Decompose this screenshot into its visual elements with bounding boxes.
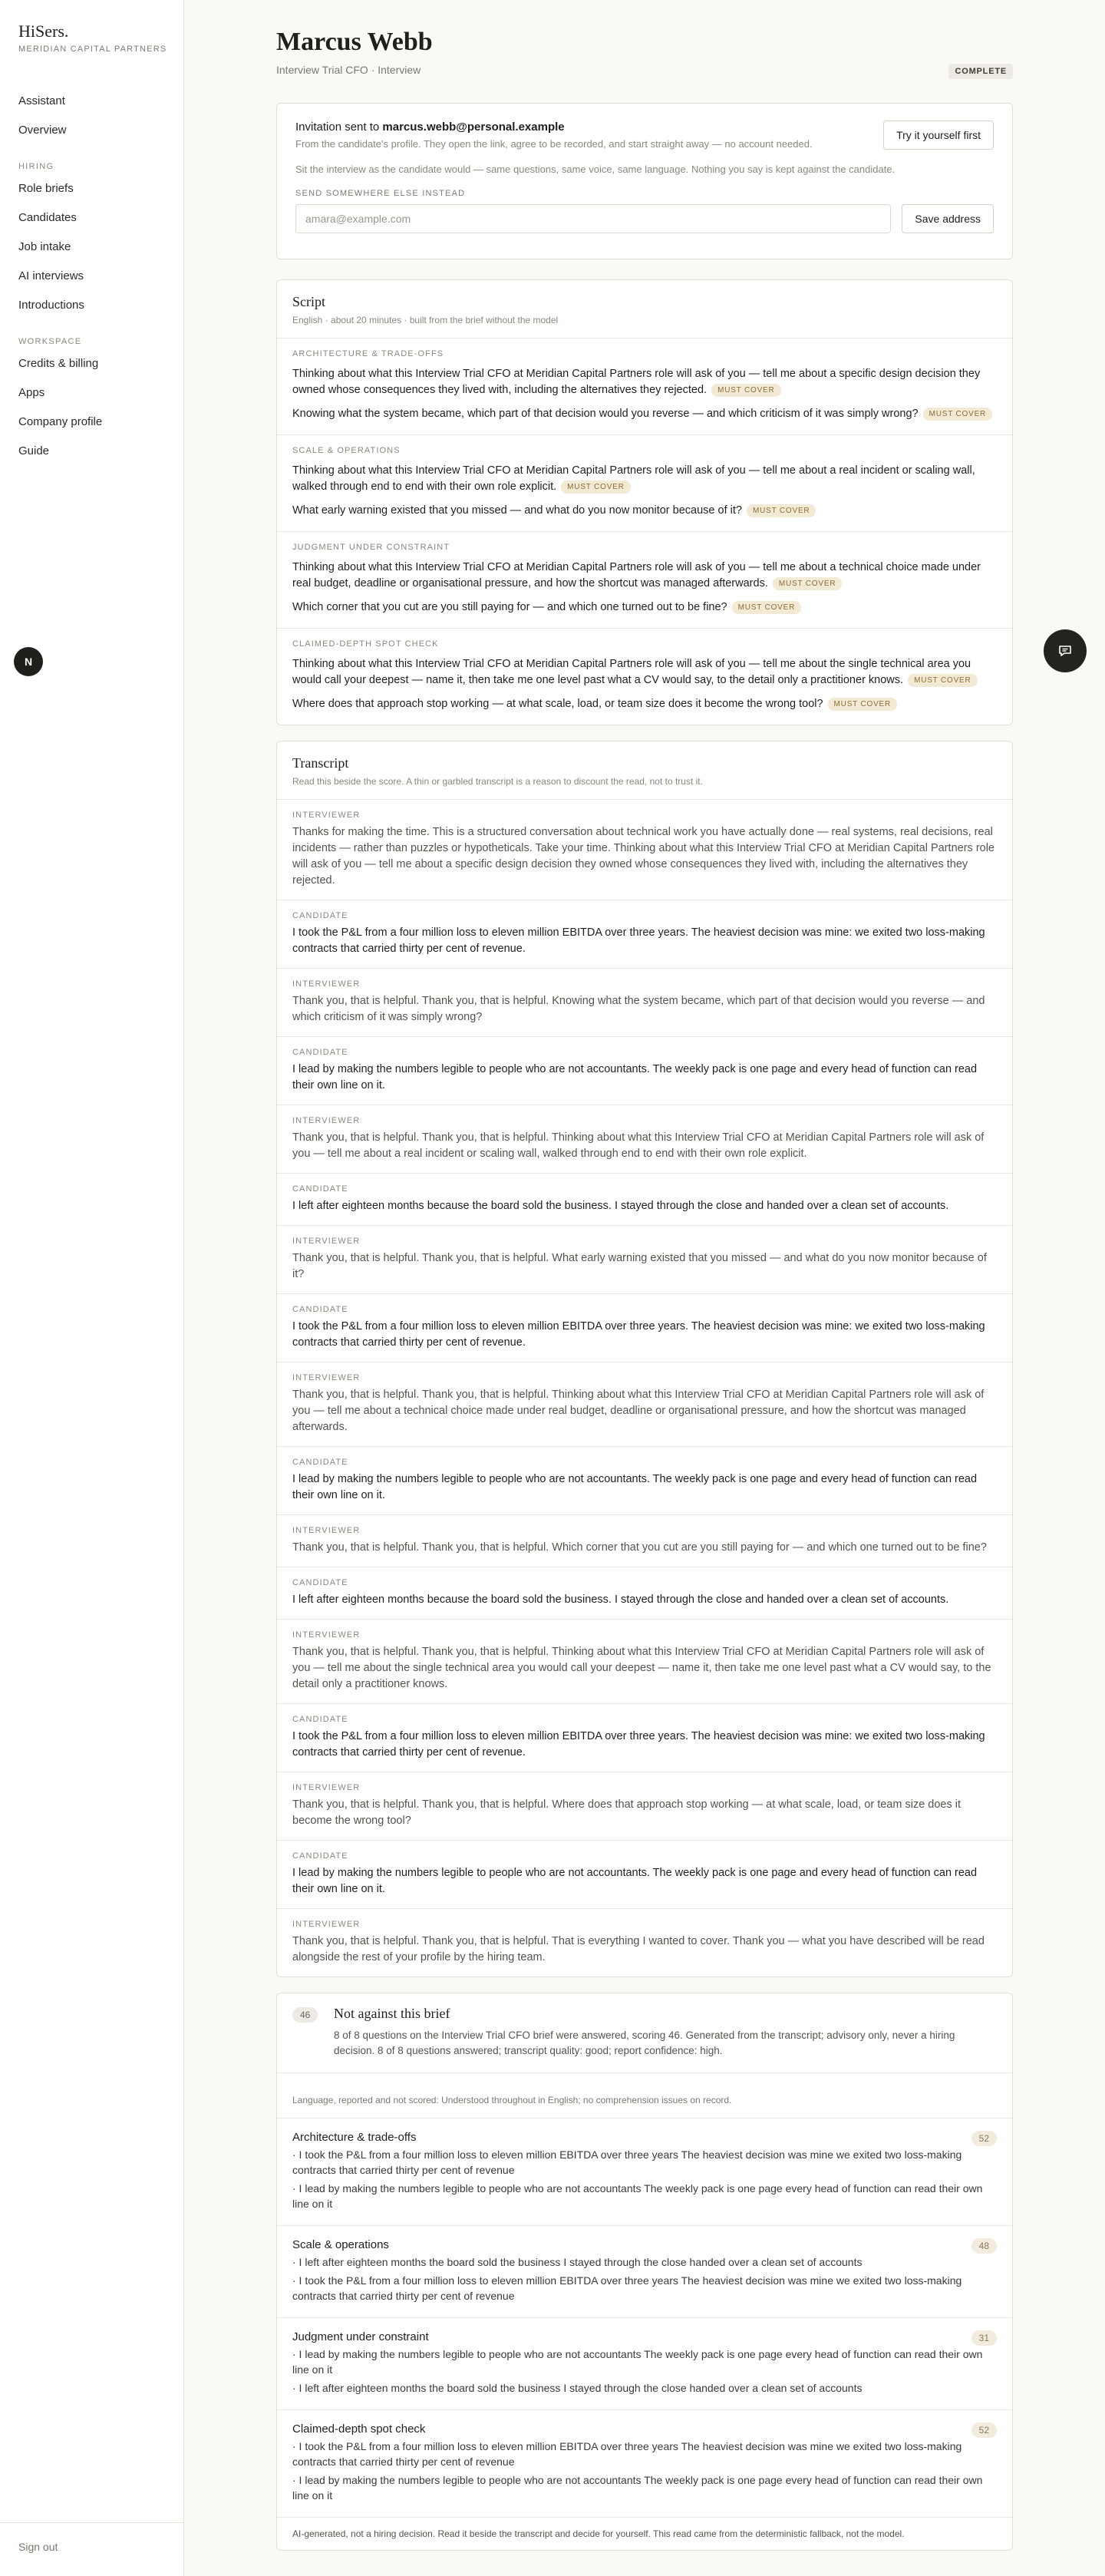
script-header bbox=[277, 280, 1012, 339]
evidence-line: · I lead by making the numbers legible to people who are not accountants The weekly pack is one page every head of function can read their own line on it bbox=[292, 2474, 983, 2502]
sidebar-item-introductions[interactable]: Introductions bbox=[18, 299, 84, 312]
must-cover-badge: MUST COVER bbox=[732, 601, 802, 614]
utterance-text: Thank you, that is helpful. Thank you, that is helpful. What early warning existed that you missed — and what do you now monitor because of it? bbox=[292, 1252, 987, 1280]
utterance-text: I lead by making the numbers legible to people who are not accountants. The weekly pack is one page and every head of function can read their own line on it. bbox=[292, 1473, 978, 1501]
sidebar-section-hiring: HIRING bbox=[18, 162, 54, 171]
utterance-text: I lead by making the numbers legible to people who are not accountants. The weekly pack is one page and every head of function can read their own line on it. bbox=[292, 1063, 978, 1091]
speaker-label: CANDIDATE bbox=[292, 1048, 348, 1057]
speaker-label: INTERVIEWER bbox=[292, 1783, 361, 1792]
speaker-label: INTERVIEWER bbox=[292, 1920, 361, 1929]
transcript-turn bbox=[277, 1174, 1012, 1226]
utterance-text: Thank you, that is helpful. Thank you, that is helpful. That is everything I wanted to cover. Thank you — what you have described will be read alongside the rest of your profile by the hiring team. bbox=[292, 1935, 985, 1963]
transcript-turn bbox=[277, 969, 1012, 1037]
sidebar-item-guide[interactable]: Guide bbox=[18, 444, 50, 457]
speaker-label: INTERVIEWER bbox=[292, 1116, 361, 1125]
utterance-text: I took the P&L from a four million loss to eleven million EBITDA over three years. The heaviest decision was mine: we exited two loss-making contracts that carried thirty per cent of revenue. bbox=[292, 926, 985, 955]
script-question bbox=[292, 656, 997, 689]
sidebar-item-credits-billing[interactable]: Credits & billing bbox=[18, 357, 99, 370]
invitation-prefix: Invitation sent to bbox=[295, 121, 383, 134]
page-subtitle: Interview Trial CFO · Interview bbox=[276, 64, 421, 76]
transcript-turn bbox=[277, 1105, 1012, 1174]
script-card bbox=[276, 279, 1013, 725]
save-address-button[interactable]: Save address bbox=[902, 204, 994, 233]
send-elsewhere-label: SEND SOMEWHERE ELSE INSTEAD bbox=[295, 189, 466, 198]
overall-score-badge: 46 bbox=[292, 2007, 318, 2023]
report-header bbox=[277, 1993, 1012, 2073]
question-text: What early warning existed that you missed — and what do you now monitor because of it? bbox=[292, 504, 742, 517]
invitation-note: From the candidate's profile. They open the link, agree to be recorded, and start straight away — no account needed. bbox=[295, 138, 813, 150]
evidence-line: · I left after eighteen months the board sold the business I stayed through the close handed over a clean set of accounts bbox=[292, 2256, 863, 2268]
script-section bbox=[277, 629, 1012, 725]
utterance-text: I took the P&L from a four million loss to eleven million EBITDA over three years. The heaviest decision was mine: we exited two loss-making contracts that carried thirty per cent of revenue. bbox=[292, 1730, 985, 1759]
evidence-line: · I lead by making the numbers legible to people who are not accountants The weekly pack is one page every head of function can read their own line on it bbox=[292, 2348, 983, 2376]
transcript-turn bbox=[277, 1841, 1012, 1909]
evidence-line: · I took the P&L from a four million loss to eleven million EBITDA over three years The heaviest decision was mine we exited two loss-making contracts that carried thirty per cent of revenue bbox=[292, 2440, 962, 2468]
transcript-turn bbox=[277, 1515, 1012, 1567]
sidebar-item-candidates[interactable]: Candidates bbox=[18, 211, 77, 224]
sidebar-divider bbox=[0, 2522, 184, 2523]
transcript-turn bbox=[277, 1620, 1012, 1704]
dimension-score-badge: 52 bbox=[971, 2422, 997, 2438]
speaker-label: INTERVIEWER bbox=[292, 1373, 361, 1382]
language-note: Language, reported and not scored: Understood throughout in English; no comprehension issues on record. bbox=[277, 2073, 1012, 2119]
try-yourself-button[interactable]: Try it yourself first bbox=[883, 121, 994, 150]
script-subtitle: English · about 20 minutes · built from the brief without the model bbox=[292, 315, 559, 325]
speaker-label: CANDIDATE bbox=[292, 1184, 348, 1194]
speaker-label: CANDIDATE bbox=[292, 1578, 348, 1587]
dimension-score-badge: 52 bbox=[971, 2131, 997, 2146]
transcript-turns bbox=[277, 800, 1012, 1977]
user-avatar[interactable]: N bbox=[14, 647, 43, 676]
dimension-item bbox=[277, 2226, 1012, 2318]
script-question bbox=[292, 463, 997, 495]
speaker-label: INTERVIEWER bbox=[292, 1526, 361, 1535]
script-question bbox=[292, 366, 997, 398]
utterance-text: I took the P&L from a four million loss to eleven million EBITDA over three years. The heaviest decision was mine: we exited two loss-making contracts that carried thirty per cent of revenue. bbox=[292, 1320, 985, 1349]
speaker-label: CANDIDATE bbox=[292, 1458, 348, 1467]
sidebar bbox=[0, 0, 184, 2576]
utterance-text: Thank you, that is helpful. Thank you, that is helpful. Which corner that you cut are you still paying for — and which one turned out to be fine? bbox=[292, 1541, 987, 1554]
report-title: Not against this brief bbox=[334, 2006, 450, 2021]
question-text: Thinking about what this Interview Trial CFO at Meridian Capital Partners role will ask of you — tell me about the single technical area you would call your deepest — name it, then take me one level past what a CV would say, to the detail only a practitioner knows. bbox=[292, 658, 971, 686]
transcript-turn bbox=[277, 1704, 1012, 1772]
script-question bbox=[292, 696, 997, 712]
question-text: Thinking about what this Interview Trial CFO at Meridian Capital Partners role will ask of you — tell me about a technical choice made under real budget, deadline or organisational pressure, and how the shortcut was managed afterwards. bbox=[292, 561, 981, 590]
must-cover-badge: MUST COVER bbox=[773, 577, 843, 590]
transcript-header bbox=[277, 741, 1012, 800]
sidebar-item-assistant[interactable]: Assistant bbox=[18, 94, 65, 107]
must-cover-badge: MUST COVER bbox=[908, 674, 978, 687]
transcript-subtitle: Read this beside the score. A thin or garbled transcript is a reason to discount the read, not to trust it. bbox=[292, 776, 703, 787]
transcript-turn bbox=[277, 900, 1012, 969]
script-question bbox=[292, 503, 997, 519]
sidebar-item-overview[interactable]: Overview bbox=[18, 124, 67, 137]
transcript-turn bbox=[277, 1037, 1012, 1105]
transcript-card bbox=[276, 741, 1013, 1977]
script-section bbox=[277, 339, 1012, 435]
utterance-text: Thank you, that is helpful. Thank you, that is helpful. Where does that approach stop working — at what scale, load, or team size does it become the wrong tool? bbox=[292, 1798, 962, 1827]
utterance-text: Thank you, that is helpful. Thank you, that is helpful. Thinking about what this Interview Trial CFO at Meridian Capital Partners role will ask of you — tell me about the single technical area you would call your deepest — name it, then take me one level past what a CV would say, to the detail only a practitioner knows. bbox=[292, 1646, 991, 1690]
script-question bbox=[292, 560, 997, 592]
invitation-email: marcus.webb@personal.example bbox=[382, 121, 565, 134]
question-text: Knowing what the system became, which part of that decision would you reverse — and which criticism of it was simply wrong? bbox=[292, 408, 919, 420]
dimension-score-badge: 31 bbox=[971, 2330, 997, 2346]
script-section bbox=[277, 435, 1012, 532]
script-question bbox=[292, 599, 997, 616]
script-section-label: SCALE & OPERATIONS bbox=[292, 446, 401, 455]
sidebar-section-workspace: WORKSPACE bbox=[18, 337, 82, 346]
transcript-title: Transcript bbox=[292, 755, 349, 771]
transcript-turn bbox=[277, 800, 1012, 900]
transcript-turn bbox=[277, 1909, 1012, 1977]
speaker-label: INTERVIEWER bbox=[292, 1237, 361, 1246]
script-section-label: JUDGMENT UNDER CONSTRAINT bbox=[292, 543, 450, 552]
try-note: Sit the interview as the candidate would — same questions, same voice, same language. Nothing you say is kept against the candidate. bbox=[295, 163, 896, 175]
dimension-item bbox=[277, 2318, 1012, 2410]
dimension-title: Claimed-depth spot check bbox=[292, 2422, 426, 2436]
transcript-turn bbox=[277, 1772, 1012, 1841]
speaker-label: CANDIDATE bbox=[292, 911, 348, 920]
sidebar-item-ai-interviews[interactable]: AI interviews bbox=[18, 269, 84, 282]
org-name: MERIDIAN CAPITAL PARTNERS bbox=[18, 45, 167, 54]
brand-logo[interactable]: HiSers. bbox=[18, 21, 69, 41]
evidence-line: · I took the P&L from a four million loss to eleven million EBITDA over three years The heaviest decision was mine we exited two loss-making contracts that carried thirty per cent of revenue bbox=[292, 2148, 962, 2176]
evidence-line: · I took the P&L from a four million loss to eleven million EBITDA over three years The heaviest decision was mine we exited two loss-making contracts that carried thirty per cent of revenue bbox=[292, 2274, 962, 2302]
evidence-line: · I lead by making the numbers legible to people who are not accountants The weekly pack is one page every head of function can read their own line on it bbox=[292, 2182, 983, 2210]
must-cover-badge: MUST COVER bbox=[828, 698, 898, 711]
report-card bbox=[276, 1993, 1013, 2551]
sign-out-link[interactable]: Sign out bbox=[18, 2541, 58, 2553]
report-summary: 8 of 8 questions on the Interview Trial CFO brief were answered, scoring 46. Generated from the transcript; advisory only, never a hiring decision. 8 of 8 questions answered; transcript quality: good; report confidence: high. bbox=[334, 2029, 955, 2056]
dimension-title: Architecture & trade-offs bbox=[292, 2131, 417, 2144]
transcript-turn bbox=[277, 1447, 1012, 1515]
send-elsewhere-row bbox=[295, 204, 994, 233]
question-text: Thinking about what this Interview Trial CFO at Meridian Capital Partners role will ask of you — tell me about a real incident or scaling wall, walked through end to end with their own role explicit. bbox=[292, 464, 975, 493]
script-section-label: ARCHITECTURE & TRADE-OFFS bbox=[292, 349, 444, 358]
speaker-label: INTERVIEWER bbox=[292, 979, 361, 989]
utterance-text: I left after eighteen months because the board sold the business. I stayed through the close and handed over a clean set of accounts. bbox=[292, 1200, 949, 1212]
utterance-text: Thank you, that is helpful. Thank you, that is helpful. Thinking about what this Interview Trial CFO at Meridian Capital Partners role will ask of you — tell me about a real incident or scaling wall, walked through end to end with their own role explicit. bbox=[292, 1131, 985, 1160]
sidebar-item-job-intake[interactable]: Job intake bbox=[18, 240, 71, 253]
dimension-score-badge: 48 bbox=[971, 2238, 997, 2254]
utterance-text: Thank you, that is helpful. Thank you, that is helpful. Thinking about what this Interview Trial CFO at Meridian Capital Partners role will ask of you — tell me about a technical choice made under real budget, deadline or organisational pressure, and how the shortcut was managed afterwards. bbox=[292, 1389, 985, 1433]
speaker-label: CANDIDATE bbox=[292, 1715, 348, 1724]
transcript-turn bbox=[277, 1294, 1012, 1362]
sidebar-item-apps[interactable]: Apps bbox=[18, 386, 45, 399]
dimension-item bbox=[277, 2410, 1012, 2518]
page-title: Marcus Webb bbox=[276, 28, 433, 56]
dimension-item bbox=[277, 2119, 1012, 2226]
sidebar-nav bbox=[18, 91, 172, 470]
must-cover-badge: MUST COVER bbox=[923, 408, 993, 421]
transcript-turn bbox=[277, 1226, 1012, 1294]
speaker-label: INTERVIEWER bbox=[292, 811, 361, 820]
speaker-label: CANDIDATE bbox=[292, 1305, 348, 1314]
must-cover-badge: MUST COVER bbox=[747, 504, 816, 517]
speaker-label: INTERVIEWER bbox=[292, 1630, 361, 1640]
chat-bubble-icon bbox=[1057, 643, 1073, 659]
question-text: Which corner that you cut are you still paying for — and which one turned out to be fine? bbox=[292, 601, 727, 613]
script-section bbox=[277, 532, 1012, 629]
speaker-label: CANDIDATE bbox=[292, 1851, 348, 1861]
dimension-title: Scale & operations bbox=[292, 2238, 389, 2251]
question-text: Thinking about what this Interview Trial CFO at Meridian Capital Partners role will ask of you — tell me about a specific design decision they owned whose consequences they lived with, including the alternatives they rejected. bbox=[292, 368, 981, 396]
dimension-list bbox=[277, 2119, 1012, 2518]
utterance-text: I lead by making the numbers legible to people who are not accountants. The weekly pack is one page and every head of function can read their own line on it. bbox=[292, 1867, 978, 1895]
evidence-line: · I left after eighteen months the board sold the business I stayed through the close handed over a clean set of accounts bbox=[292, 2382, 863, 2394]
dimension-title: Judgment under constraint bbox=[292, 2330, 429, 2343]
script-section-label: CLAIMED-DEPTH SPOT CHECK bbox=[292, 639, 439, 649]
alternate-email-input[interactable]: amara@example.com bbox=[295, 204, 891, 233]
sidebar-item-role-briefs[interactable]: Role briefs bbox=[18, 182, 74, 195]
chat-button[interactable] bbox=[1044, 629, 1087, 672]
invitation-card bbox=[276, 103, 1013, 259]
must-cover-badge: MUST COVER bbox=[561, 481, 631, 494]
must-cover-badge: MUST COVER bbox=[711, 384, 781, 397]
script-sections bbox=[277, 339, 1012, 725]
utterance-text: Thank you, that is helpful. Thank you, that is helpful. Knowing what the system became, which part of that decision would you reverse — and which criticism of it was simply wrong? bbox=[292, 995, 985, 1023]
script-question bbox=[292, 406, 997, 422]
utterance-text: Thanks for making the time. This is a structured conversation about technical work you have actually done — real systems, real decisions, real incidents — rather than puzzles or hypotheticals. Take your time. Thinking about what this Interview Trial CFO at Meridian Capital Partners role will ask of you — tell me about a specific design decision they owned whose consequences they lived with, including the alternatives they rejected. bbox=[292, 826, 995, 887]
report-disclaimer: AI-generated, not a hiring decision. Read it beside the transcript and decide for yourself. This read came from the deterministic fallback, not the model. bbox=[292, 2528, 905, 2539]
question-text: Where does that approach stop working — at what scale, load, or team size does it become the wrong tool? bbox=[292, 698, 823, 710]
sidebar-item-company-profile[interactable]: Company profile bbox=[18, 415, 103, 428]
status-badge: COMPLETE bbox=[948, 64, 1013, 79]
transcript-turn bbox=[277, 1362, 1012, 1447]
transcript-turn bbox=[277, 1567, 1012, 1620]
script-title: Script bbox=[292, 294, 325, 309]
utterance-text: I left after eighteen months because the board sold the business. I stayed through the close and handed over a clean set of accounts. bbox=[292, 1593, 949, 1606]
